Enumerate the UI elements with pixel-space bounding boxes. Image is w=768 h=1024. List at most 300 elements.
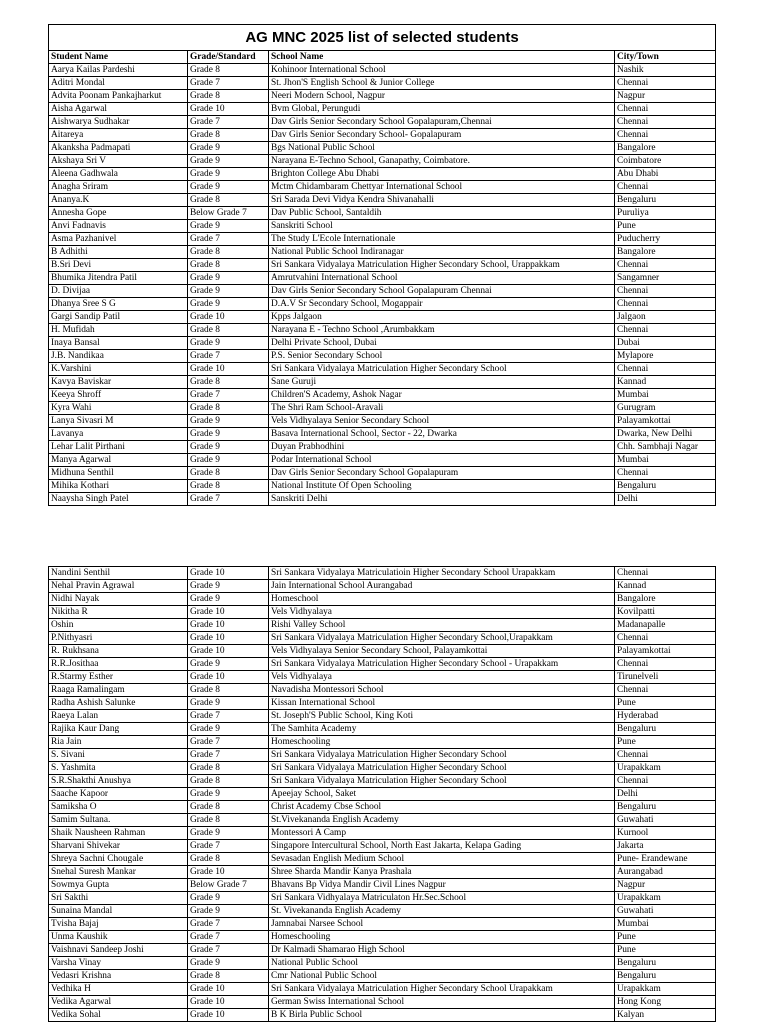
- school-name-cell: Kohinoor International School: [269, 64, 615, 77]
- school-name-cell: Apeejay School, Saket: [269, 788, 615, 801]
- table-row: [49, 957, 716, 970]
- city-cell: Mumbai: [615, 389, 716, 402]
- city-cell: Bengaluru: [615, 480, 716, 493]
- school-name-cell: Sri Sankara Vidyalaya Matriculation Higher Secondary School: [269, 749, 615, 762]
- table-row: [49, 415, 716, 428]
- grade-cell: Grade 8: [188, 90, 269, 103]
- student-name-cell: R.Starmy Esther: [49, 671, 188, 684]
- school-name-cell: Amrutvahini International School: [269, 272, 615, 285]
- student-name-cell: Tvisha Bajaj: [49, 918, 188, 931]
- city-cell: Kurnool: [615, 827, 716, 840]
- student-name-cell: Kavya Baviskar: [49, 376, 188, 389]
- table-row: [49, 142, 716, 155]
- grade-cell: Grade 9: [188, 454, 269, 467]
- table-row: [49, 298, 716, 311]
- city-cell: Bengaluru: [615, 801, 716, 814]
- grade-cell: Grade 7: [188, 233, 269, 246]
- student-name-cell: Ria Jain: [49, 736, 188, 749]
- table-row: [49, 801, 716, 814]
- city-cell: Gurugram: [615, 402, 716, 415]
- table-row: [49, 697, 716, 710]
- student-name-cell: S. Sivani: [49, 749, 188, 762]
- grade-cell: Grade 9: [188, 827, 269, 840]
- student-name-cell: Snehal Suresh Mankar: [49, 866, 188, 879]
- city-cell: Chennai: [615, 181, 716, 194]
- grade-cell: Grade 8: [188, 259, 269, 272]
- student-name-cell: Aarya Kailas Pardeshi: [49, 64, 188, 77]
- school-name-cell: Dav Girls Senior Secondary School Gopalapuram: [269, 467, 615, 480]
- table-row: [49, 892, 716, 905]
- student-name-cell: Advita Poonam Pankajharkut: [49, 90, 188, 103]
- school-name-cell: Navadisha Montessori School: [269, 684, 615, 697]
- city-cell: Pune: [615, 736, 716, 749]
- student-name-cell: Aitareya: [49, 129, 188, 142]
- grade-cell: Grade 7: [188, 944, 269, 957]
- table-row: [49, 168, 716, 181]
- grade-cell: Grade 9: [188, 415, 269, 428]
- school-name-cell: Montessori A Camp: [269, 827, 615, 840]
- school-name-cell: Sri Sankara Vidyalaya Matriculation Higher Secondary School,Urapakkam: [269, 632, 615, 645]
- city-cell: Chennai: [615, 749, 716, 762]
- grade-cell: Grade 9: [188, 658, 269, 671]
- school-name-cell: Jain International School Aurangabad: [269, 580, 615, 593]
- city-cell: Hong Kong: [615, 996, 716, 1009]
- table-row: [49, 90, 716, 103]
- table-row: [49, 749, 716, 762]
- table-row: [49, 155, 716, 168]
- student-name-cell: S.R.Shakthi Anushya: [49, 775, 188, 788]
- student-name-cell: Sowmya Gupta: [49, 879, 188, 892]
- student-name-cell: Sharvani Shivekar: [49, 840, 188, 853]
- city-cell: Guwahati: [615, 814, 716, 827]
- city-cell: Urapakkam: [615, 892, 716, 905]
- table-row: [49, 866, 716, 879]
- table-row: [49, 918, 716, 931]
- grade-cell: Grade 10: [188, 363, 269, 376]
- student-name-cell: Nandini Senthil: [49, 567, 188, 580]
- student-name-cell: Lavanya: [49, 428, 188, 441]
- school-name-cell: St. Jhon'S English School & Junior College: [269, 77, 615, 90]
- table-row: [49, 736, 716, 749]
- table-row: [49, 710, 716, 723]
- table-row: [49, 467, 716, 480]
- city-cell: Sangamner: [615, 272, 716, 285]
- grade-cell: Grade 8: [188, 684, 269, 697]
- table-row: [49, 337, 716, 350]
- school-name-cell: The Study L'Ecole Internationale: [269, 233, 615, 246]
- city-cell: Dwarka, New Delhi: [615, 428, 716, 441]
- table-row: [49, 853, 716, 866]
- city-cell: Mumbai: [615, 454, 716, 467]
- table-row: [49, 181, 716, 194]
- table-row: [49, 762, 716, 775]
- city-cell: Bengaluru: [615, 194, 716, 207]
- student-name-cell: Annesha Gope: [49, 207, 188, 220]
- student-name-cell: Shreya Sachni Chougale: [49, 853, 188, 866]
- city-cell: Aurangabad: [615, 866, 716, 879]
- student-name-cell: Mihika Kothari: [49, 480, 188, 493]
- grade-cell: Grade 7: [188, 918, 269, 931]
- city-cell: Bengaluru: [615, 970, 716, 983]
- grade-cell: Grade 10: [188, 645, 269, 658]
- school-name-cell: Dav Girls Senior Secondary School Gopalapuram,Chennai: [269, 116, 615, 129]
- city-cell: Puducherry: [615, 233, 716, 246]
- school-name-cell: Sanskriti Delhi: [269, 493, 615, 506]
- school-name-cell: Dr Kalmadi Shamarao High School: [269, 944, 615, 957]
- grade-cell: Grade 8: [188, 762, 269, 775]
- student-name-cell: Sri Sakthi: [49, 892, 188, 905]
- table-row: [49, 103, 716, 116]
- grade-cell: Grade 9: [188, 155, 269, 168]
- grade-cell: Grade 8: [188, 194, 269, 207]
- student-name-cell: Aishwarya Sudhakar: [49, 116, 188, 129]
- student-name-cell: J.B. Nandikaa: [49, 350, 188, 363]
- school-name-cell: Neeri Modern School, Nagpur: [269, 90, 615, 103]
- student-name-cell: Vedika Sohal: [49, 1009, 188, 1022]
- city-cell: Kalyan: [615, 1009, 716, 1022]
- school-name-cell: Duyan Prabhodhini: [269, 441, 615, 454]
- school-name-cell: Dav Girls Senior Secondary School Gopalapuram Chennai: [269, 285, 615, 298]
- table-row: [49, 580, 716, 593]
- school-name-cell: Bhavans Bp Vidya Mandir Civil Lines Nagpur: [269, 879, 615, 892]
- table-row: [49, 567, 716, 580]
- student-name-cell: Shaik Nausheen Rahman: [49, 827, 188, 840]
- student-name-cell: R. Rukhsana: [49, 645, 188, 658]
- school-name-cell: Sri Sankara Vidyalaya Matriculation Higher Secondary School: [269, 363, 615, 376]
- student-name-cell: D. Divijaa: [49, 285, 188, 298]
- student-name-cell: K.Varshini: [49, 363, 188, 376]
- school-name-cell: Sri Sankara Vidyalaya Matriculatioin Higher Secondary School Urapakkam: [269, 567, 615, 580]
- grade-cell: Grade 8: [188, 970, 269, 983]
- student-name-cell: Naaysha Singh Patel: [49, 493, 188, 506]
- school-name-cell: Bgs National Public School: [269, 142, 615, 155]
- city-cell: Mylapore: [615, 350, 716, 363]
- grade-cell: Grade 8: [188, 814, 269, 827]
- school-name-cell: Sri Sankara Vidhyalaya Matriculaton Hr.Sec.School: [269, 892, 615, 905]
- grade-cell: Grade 7: [188, 736, 269, 749]
- school-name-cell: National Institute Of Open Schooling: [269, 480, 615, 493]
- table-row: [49, 194, 716, 207]
- grade-cell: Grade 7: [188, 493, 269, 506]
- city-cell: Pune: [615, 220, 716, 233]
- grade-cell: Grade 7: [188, 710, 269, 723]
- grade-cell: Grade 7: [188, 749, 269, 762]
- table-row: [49, 402, 716, 415]
- grade-cell: Grade 10: [188, 1009, 269, 1022]
- city-cell: Chennai: [615, 298, 716, 311]
- student-name-cell: Aleena Gadhwala: [49, 168, 188, 181]
- grade-cell: Grade 9: [188, 905, 269, 918]
- grade-cell: Grade 9: [188, 220, 269, 233]
- header-row: [49, 51, 716, 64]
- city-cell: Bengaluru: [615, 957, 716, 970]
- student-name-cell: Asma Pazhanivel: [49, 233, 188, 246]
- sheet-title: AG MNC 2025 list of selected students: [49, 25, 716, 51]
- school-name-cell: Vels Vidhyalaya: [269, 671, 615, 684]
- student-name-cell: Vaishnavi Sandeep Joshi: [49, 944, 188, 957]
- grade-cell: Below Grade 7: [188, 879, 269, 892]
- student-name-cell: Bhumika Jitendra Patil: [49, 272, 188, 285]
- city-cell: Chennai: [615, 129, 716, 142]
- school-name-cell: Cmr National Public School: [269, 970, 615, 983]
- school-name-cell: Sri Sankara Vidyalaya Matriculation Higher Secondary School: [269, 775, 615, 788]
- table-row: [49, 684, 716, 697]
- school-name-cell: Bvm Global, Perungudi: [269, 103, 615, 116]
- grade-cell: Grade 9: [188, 428, 269, 441]
- school-name-cell: Podar International School: [269, 454, 615, 467]
- grade-cell: Grade 8: [188, 402, 269, 415]
- school-name-cell: Dav Girls Senior Secondary School- Gopalapuram: [269, 129, 615, 142]
- grade-cell: Grade 9: [188, 580, 269, 593]
- title-row: [49, 25, 716, 51]
- school-name-cell: The Samhita Academy: [269, 723, 615, 736]
- table-row: [49, 493, 716, 506]
- header-city: City/Town: [615, 51, 716, 64]
- student-name-cell: Raeya Lalan: [49, 710, 188, 723]
- city-cell: Kovilpatti: [615, 606, 716, 619]
- table-row: [49, 983, 716, 996]
- grade-cell: Grade 8: [188, 775, 269, 788]
- city-cell: Bengaluru: [615, 723, 716, 736]
- city-cell: Chennai: [615, 285, 716, 298]
- table-row: [49, 840, 716, 853]
- table-row: [49, 658, 716, 671]
- grade-cell: Grade 9: [188, 892, 269, 905]
- school-name-cell: Basava International School, Sector - 22, Dwarka: [269, 428, 615, 441]
- city-cell: Urapakkam: [615, 983, 716, 996]
- student-name-cell: Inaya Bansal: [49, 337, 188, 350]
- grade-cell: Grade 9: [188, 285, 269, 298]
- grade-cell: Grade 10: [188, 671, 269, 684]
- table-row: [49, 814, 716, 827]
- table-row: [49, 272, 716, 285]
- school-name-cell: Homeschool: [269, 593, 615, 606]
- table-row: [49, 944, 716, 957]
- student-name-cell: Midhuna Senthil: [49, 467, 188, 480]
- table-row: [49, 363, 716, 376]
- table-row: [49, 593, 716, 606]
- table-row: [49, 129, 716, 142]
- student-name-cell: Rajika Kaur Dang: [49, 723, 188, 736]
- school-name-cell: Christ Academy Cbse School: [269, 801, 615, 814]
- city-cell: Chennai: [615, 567, 716, 580]
- grade-cell: Grade 9: [188, 788, 269, 801]
- school-name-cell: Sri Sankara Vidyalaya Matriculation Higher Secondary School Urapakkam: [269, 983, 615, 996]
- grade-cell: Grade 10: [188, 866, 269, 879]
- city-cell: Mumbai: [615, 918, 716, 931]
- table-row: [49, 220, 716, 233]
- city-cell: Madanapalle: [615, 619, 716, 632]
- city-cell: Chennai: [615, 684, 716, 697]
- grade-cell: Grade 10: [188, 103, 269, 116]
- city-cell: Palayamkottai: [615, 415, 716, 428]
- grade-cell: Grade 8: [188, 64, 269, 77]
- student-name-cell: Anvi Fadnavis: [49, 220, 188, 233]
- city-cell: Nashik: [615, 64, 716, 77]
- table-row: [49, 671, 716, 684]
- student-name-cell: Akanksha Padmapati: [49, 142, 188, 155]
- table-row: [49, 827, 716, 840]
- grade-cell: Grade 10: [188, 983, 269, 996]
- table-row: [49, 775, 716, 788]
- student-name-cell: Anagha Sriram: [49, 181, 188, 194]
- student-name-cell: Sunaina Mandal: [49, 905, 188, 918]
- table-row: [49, 376, 716, 389]
- city-cell: Bangalore: [615, 593, 716, 606]
- school-name-cell: Dav Public School, Santaldih: [269, 207, 615, 220]
- students-table-part-2: [48, 566, 716, 1022]
- table-row: [49, 350, 716, 363]
- student-name-cell: Samim Sultana.: [49, 814, 188, 827]
- city-cell: Kannad: [615, 580, 716, 593]
- table-row: [49, 64, 716, 77]
- student-name-cell: P.Nithyasri: [49, 632, 188, 645]
- city-cell: Chennai: [615, 77, 716, 90]
- grade-cell: Grade 7: [188, 77, 269, 90]
- table-row: [49, 632, 716, 645]
- table-row: [49, 259, 716, 272]
- city-cell: Nagpur: [615, 879, 716, 892]
- grade-cell: Grade 7: [188, 389, 269, 402]
- school-name-cell: Vels Vidhyalaya Senior Secondary School, Palayamkottai: [269, 645, 615, 658]
- table-row: [49, 441, 716, 454]
- city-cell: Chennai: [615, 324, 716, 337]
- table-row: [49, 116, 716, 129]
- school-name-cell: Narayana E-Techno School, Ganapathy, Coimbatore.: [269, 155, 615, 168]
- grade-cell: Grade 8: [188, 324, 269, 337]
- student-name-cell: Nikitha R: [49, 606, 188, 619]
- student-name-cell: Saache Kapoor: [49, 788, 188, 801]
- grade-cell: Grade 9: [188, 142, 269, 155]
- grade-cell: Grade 9: [188, 593, 269, 606]
- school-name-cell: Jamnabai Narsee School: [269, 918, 615, 931]
- city-cell: Delhi: [615, 493, 716, 506]
- grade-cell: Below Grade 7: [188, 207, 269, 220]
- city-cell: Jalgaon: [615, 311, 716, 324]
- student-name-cell: Nehal Pravin Agrawal: [49, 580, 188, 593]
- city-cell: Chennai: [615, 259, 716, 272]
- student-name-cell: Raaga Ramalingam: [49, 684, 188, 697]
- school-name-cell: St. Joseph'S Public School, King Koti: [269, 710, 615, 723]
- student-name-cell: H. Mufidah: [49, 324, 188, 337]
- school-name-cell: Vels Vidhyalaya Senior Secondary School: [269, 415, 615, 428]
- school-name-cell: National Public School Indiranagar: [269, 246, 615, 259]
- grade-cell: Grade 7: [188, 116, 269, 129]
- student-name-cell: Nidhi Nayak: [49, 593, 188, 606]
- city-cell: Pune: [615, 944, 716, 957]
- table-row: [49, 619, 716, 632]
- school-name-cell: Rishi Valley School: [269, 619, 615, 632]
- students-table-part-1: [48, 24, 716, 506]
- grade-cell: Grade 9: [188, 697, 269, 710]
- student-name-cell: Aditri Mondal: [49, 77, 188, 90]
- city-cell: Tirunelveli: [615, 671, 716, 684]
- student-name-cell: Gargi Sandip Patil: [49, 311, 188, 324]
- grade-cell: Grade 7: [188, 350, 269, 363]
- grade-cell: Grade 9: [188, 723, 269, 736]
- city-cell: Jakarta: [615, 840, 716, 853]
- city-cell: Chennai: [615, 632, 716, 645]
- student-name-cell: Ananya.K: [49, 194, 188, 207]
- header-grade: Grade/Standard: [188, 51, 269, 64]
- student-name-cell: Varsha Vinay: [49, 957, 188, 970]
- grade-cell: Grade 9: [188, 298, 269, 311]
- student-name-cell: Unma Kaushik: [49, 931, 188, 944]
- city-cell: Chennai: [615, 103, 716, 116]
- grade-cell: Grade 8: [188, 246, 269, 259]
- city-cell: Chennai: [615, 775, 716, 788]
- student-name-cell: Oshin: [49, 619, 188, 632]
- table-row: [49, 389, 716, 402]
- city-cell: Chennai: [615, 467, 716, 480]
- table-row: [49, 645, 716, 658]
- student-name-cell: Manya Agarwal: [49, 454, 188, 467]
- student-name-cell: Kyra Wahi: [49, 402, 188, 415]
- school-name-cell: National Public School: [269, 957, 615, 970]
- city-cell: Kannad: [615, 376, 716, 389]
- school-name-cell: Homeschooling: [269, 736, 615, 749]
- grade-cell: Grade 9: [188, 181, 269, 194]
- table-row: [49, 207, 716, 220]
- school-name-cell: The Shri Ram School-Aravali: [269, 402, 615, 415]
- student-name-cell: Lehar Lalit Pirthani: [49, 441, 188, 454]
- school-name-cell: Mctm Chidambaram Chettyar International School: [269, 181, 615, 194]
- city-cell: Delhi: [615, 788, 716, 801]
- city-cell: Hyderabad: [615, 710, 716, 723]
- grade-cell: Grade 10: [188, 311, 269, 324]
- table-row: [49, 723, 716, 736]
- grade-cell: Grade 8: [188, 129, 269, 142]
- table-row: [49, 788, 716, 801]
- school-name-cell: German Swiss International School: [269, 996, 615, 1009]
- city-cell: Chennai: [615, 658, 716, 671]
- school-name-cell: Delhi Private School, Dubai: [269, 337, 615, 350]
- grade-cell: Grade 7: [188, 931, 269, 944]
- table-row: [49, 879, 716, 892]
- city-cell: Puruliya: [615, 207, 716, 220]
- school-name-cell: D.A.V Sr Secondary School, Mogappair: [269, 298, 615, 311]
- school-name-cell: St. Vivekananda English Academy: [269, 905, 615, 918]
- grade-cell: Grade 9: [188, 272, 269, 285]
- grade-cell: Grade 9: [188, 957, 269, 970]
- student-name-cell: Samiksha O: [49, 801, 188, 814]
- school-name-cell: Singapore Intercultural School, North East Jakarta, Kelapa Gading: [269, 840, 615, 853]
- grade-cell: Grade 10: [188, 567, 269, 580]
- grade-cell: Grade 9: [188, 441, 269, 454]
- city-cell: Dubai: [615, 337, 716, 350]
- grade-cell: Grade 8: [188, 376, 269, 389]
- table-row: [49, 246, 716, 259]
- school-name-cell: Sanskriti School: [269, 220, 615, 233]
- grade-cell: Grade 8: [188, 853, 269, 866]
- table-row: [49, 311, 716, 324]
- grade-cell: Grade 10: [188, 996, 269, 1009]
- city-cell: Pune- Erandewane: [615, 853, 716, 866]
- city-cell: Palayamkottai: [615, 645, 716, 658]
- school-name-cell: Kissan International School: [269, 697, 615, 710]
- student-name-cell: Vedhika H: [49, 983, 188, 996]
- student-name-cell: Dhanya Sree S G: [49, 298, 188, 311]
- table-row: [49, 324, 716, 337]
- table-row: [49, 233, 716, 246]
- table-row: [49, 428, 716, 441]
- grade-cell: Grade 9: [188, 337, 269, 350]
- table-row: [49, 285, 716, 298]
- table-row: [49, 970, 716, 983]
- grade-cell: Grade 8: [188, 480, 269, 493]
- school-name-cell: Children'S Academy, Ashok Nagar: [269, 389, 615, 402]
- city-cell: Urapakkam: [615, 762, 716, 775]
